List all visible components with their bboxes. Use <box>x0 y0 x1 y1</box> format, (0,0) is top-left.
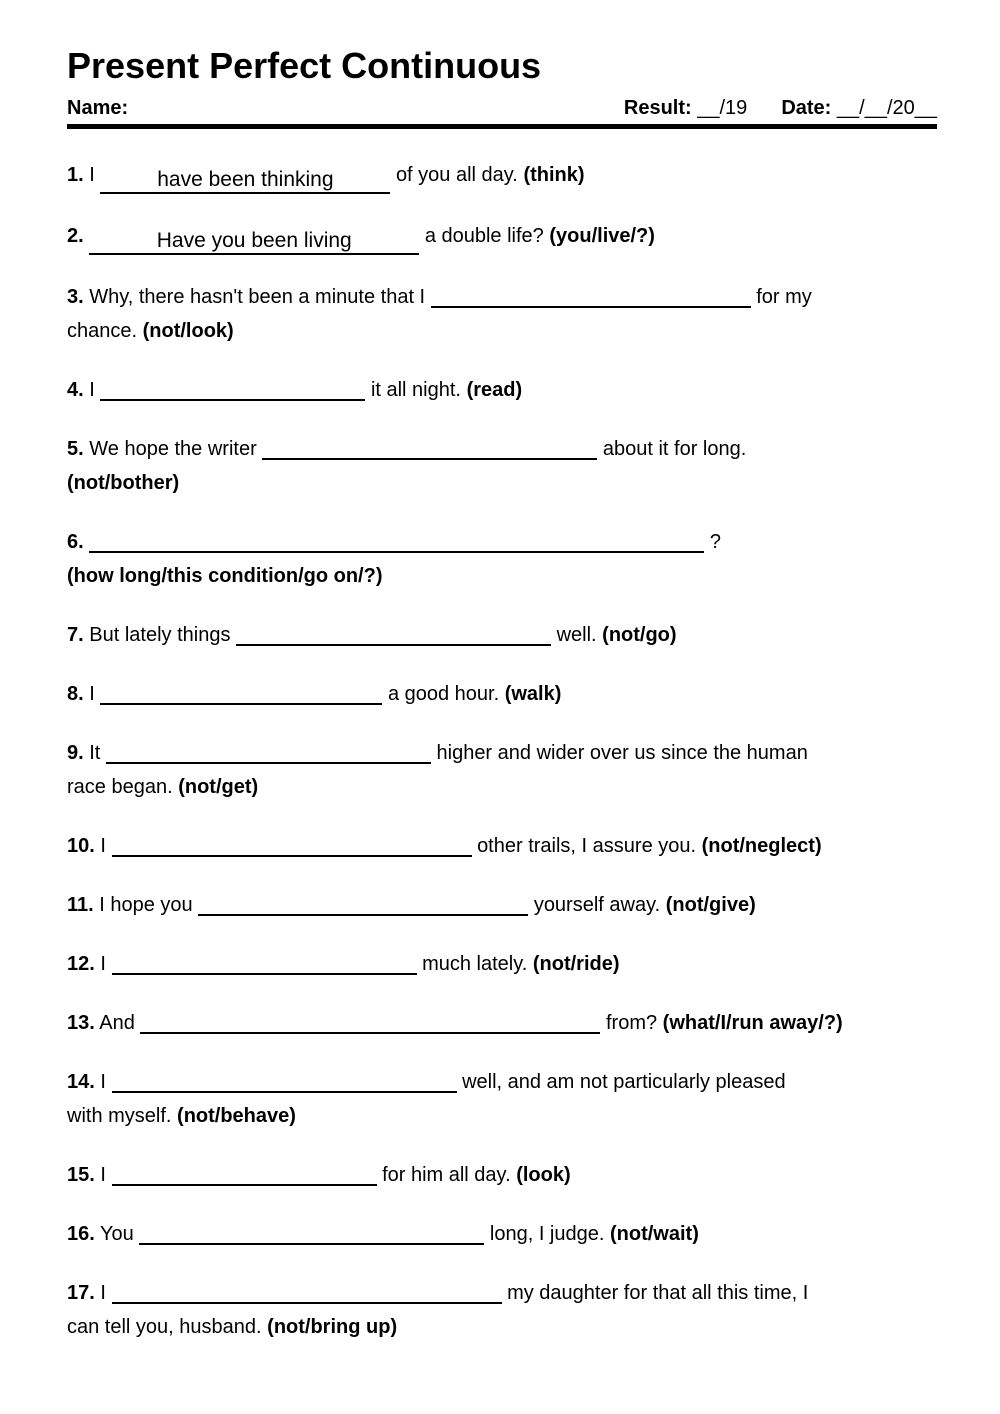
exercise-item <box>67 280 937 348</box>
item-text: a double life? <box>424 225 544 247</box>
item-text: I <box>89 164 95 186</box>
answer-blank <box>431 306 751 308</box>
answer-blank <box>89 551 704 553</box>
item-number: 9. <box>67 742 84 764</box>
item-number: 8. <box>67 683 84 705</box>
item-number: 7. <box>67 624 84 646</box>
answer-text: have been thinking <box>157 168 334 191</box>
exercise-item <box>67 1065 937 1133</box>
item-text: other trails, I assure you. <box>477 835 697 857</box>
answer-blank <box>106 762 431 764</box>
item-text: much lately. <box>422 953 528 975</box>
answer-blank <box>112 1302 502 1304</box>
item-number: 16. <box>67 1223 95 1245</box>
item-text: I <box>100 1071 106 1093</box>
verb-hint: (not/look) <box>142 320 234 342</box>
item-text: It <box>89 742 101 764</box>
exercise-item <box>67 736 937 804</box>
answer-blank <box>112 1091 457 1093</box>
verb-hint: (not/get) <box>178 776 259 798</box>
result-label: Result: <box>623 97 692 119</box>
item-number: 13. <box>67 1012 95 1034</box>
date-field <box>781 97 937 120</box>
verb-hint: (not/bring up) <box>267 1316 398 1338</box>
item-text: I <box>100 953 106 975</box>
header-divider <box>67 124 937 129</box>
date-value: __/__/20__ <box>836 97 937 119</box>
item-text: Why, there hasn't been a minute that I <box>89 286 426 308</box>
answer-blank <box>140 1032 600 1034</box>
verb-hint: (not/bother) <box>67 472 180 494</box>
header-meta-row <box>67 97 937 120</box>
verb-hint: (what/I/run away/?) <box>662 1012 843 1034</box>
item-number: 17. <box>67 1282 95 1304</box>
item-number: 14. <box>67 1071 95 1093</box>
item-text: yourself away. <box>533 894 661 916</box>
item-text: long, I judge. <box>489 1223 605 1245</box>
exercise-item <box>67 525 937 593</box>
item-text: a good hour. <box>387 683 500 705</box>
exercise-item <box>67 618 937 652</box>
item-text: chance. <box>67 320 138 342</box>
result-value: __/19 <box>697 97 748 119</box>
exercise-item <box>67 432 937 500</box>
item-number: 10. <box>67 835 95 857</box>
result-date-group <box>624 97 937 120</box>
answer-blank <box>100 167 390 194</box>
verb-hint: (not/wait) <box>609 1223 699 1245</box>
item-text: about it for long. <box>602 438 747 460</box>
item-text: I <box>100 1164 106 1186</box>
answer-blank <box>112 855 472 857</box>
verb-hint: (not/go) <box>602 624 677 646</box>
item-text: my daughter for that all this time, I <box>507 1282 809 1304</box>
verb-hint: (read) <box>466 379 523 401</box>
exercise-item <box>67 677 937 711</box>
item-text: for him all day. <box>382 1164 511 1186</box>
exercise-item <box>67 1158 937 1192</box>
exercise-item <box>67 1006 937 1040</box>
exercise-item <box>67 947 937 981</box>
verb-hint: (not/behave) <box>177 1105 296 1127</box>
verb-hint: (you/live/?) <box>549 225 655 247</box>
exercise-item <box>67 1276 937 1344</box>
item-text: can tell you, husband. <box>67 1316 262 1338</box>
answer-text: Have you been living <box>156 229 352 252</box>
item-text: You <box>100 1223 134 1245</box>
item-text: higher and wider over us since the human <box>436 742 808 764</box>
item-number: 11. <box>67 894 94 916</box>
item-text: race began. <box>67 776 173 798</box>
item-text: from? <box>605 1012 658 1034</box>
verb-hint: (think) <box>523 164 585 186</box>
item-text: I <box>89 683 95 705</box>
exercise-item <box>67 219 937 255</box>
item-text: I hope you <box>99 894 193 916</box>
verb-hint: (walk) <box>504 683 562 705</box>
name-label: Name: <box>67 97 129 119</box>
answer-blank <box>262 458 597 460</box>
answer-blank <box>198 914 528 916</box>
answer-blank <box>139 1243 484 1245</box>
exercise-item <box>67 373 937 407</box>
exercise-item <box>67 158 937 194</box>
verb-hint: (how long/this condition/go on/?) <box>67 565 383 587</box>
item-text: of you all day. <box>395 164 518 186</box>
exercise-item <box>67 829 937 863</box>
answer-blank <box>100 703 382 705</box>
item-text: I <box>89 379 95 401</box>
verb-hint: (not/ride) <box>532 953 620 975</box>
answer-blank <box>112 973 417 975</box>
item-number: 6. <box>67 531 84 553</box>
item-number: 12. <box>67 953 95 975</box>
item-text: well. <box>556 624 597 646</box>
answer-blank <box>100 399 365 401</box>
page-title: Present Perfect Continuous <box>67 45 542 86</box>
exercise-list <box>67 158 937 1344</box>
item-text: I <box>100 1282 106 1304</box>
item-text: well, and am not particularly pleased <box>462 1071 786 1093</box>
item-text: And <box>99 1012 135 1034</box>
exercise-item <box>67 1217 937 1251</box>
answer-blank <box>236 644 551 646</box>
date-label: Date: <box>781 97 832 119</box>
item-text: But lately things <box>89 624 231 646</box>
verb-hint: (look) <box>516 1164 571 1186</box>
answer-blank <box>89 228 419 255</box>
item-number: 4. <box>67 379 84 401</box>
item-text: We hope the writer <box>89 438 257 460</box>
item-number: 1. <box>67 164 84 186</box>
exercise-item <box>67 888 937 922</box>
item-text: it all night. <box>370 379 461 401</box>
item-number: 3. <box>67 286 84 308</box>
item-number: 5. <box>67 438 84 460</box>
verb-hint: (not/give) <box>665 894 756 916</box>
item-text: for my <box>756 286 812 308</box>
result-field <box>624 97 747 120</box>
item-number: 2. <box>67 225 84 247</box>
answer-blank <box>112 1184 377 1186</box>
item-number: 15. <box>67 1164 95 1186</box>
item-text: I <box>100 835 106 857</box>
item-text: with myself. <box>67 1105 172 1127</box>
item-text: ? <box>709 531 721 553</box>
verb-hint: (not/neglect) <box>701 835 822 857</box>
